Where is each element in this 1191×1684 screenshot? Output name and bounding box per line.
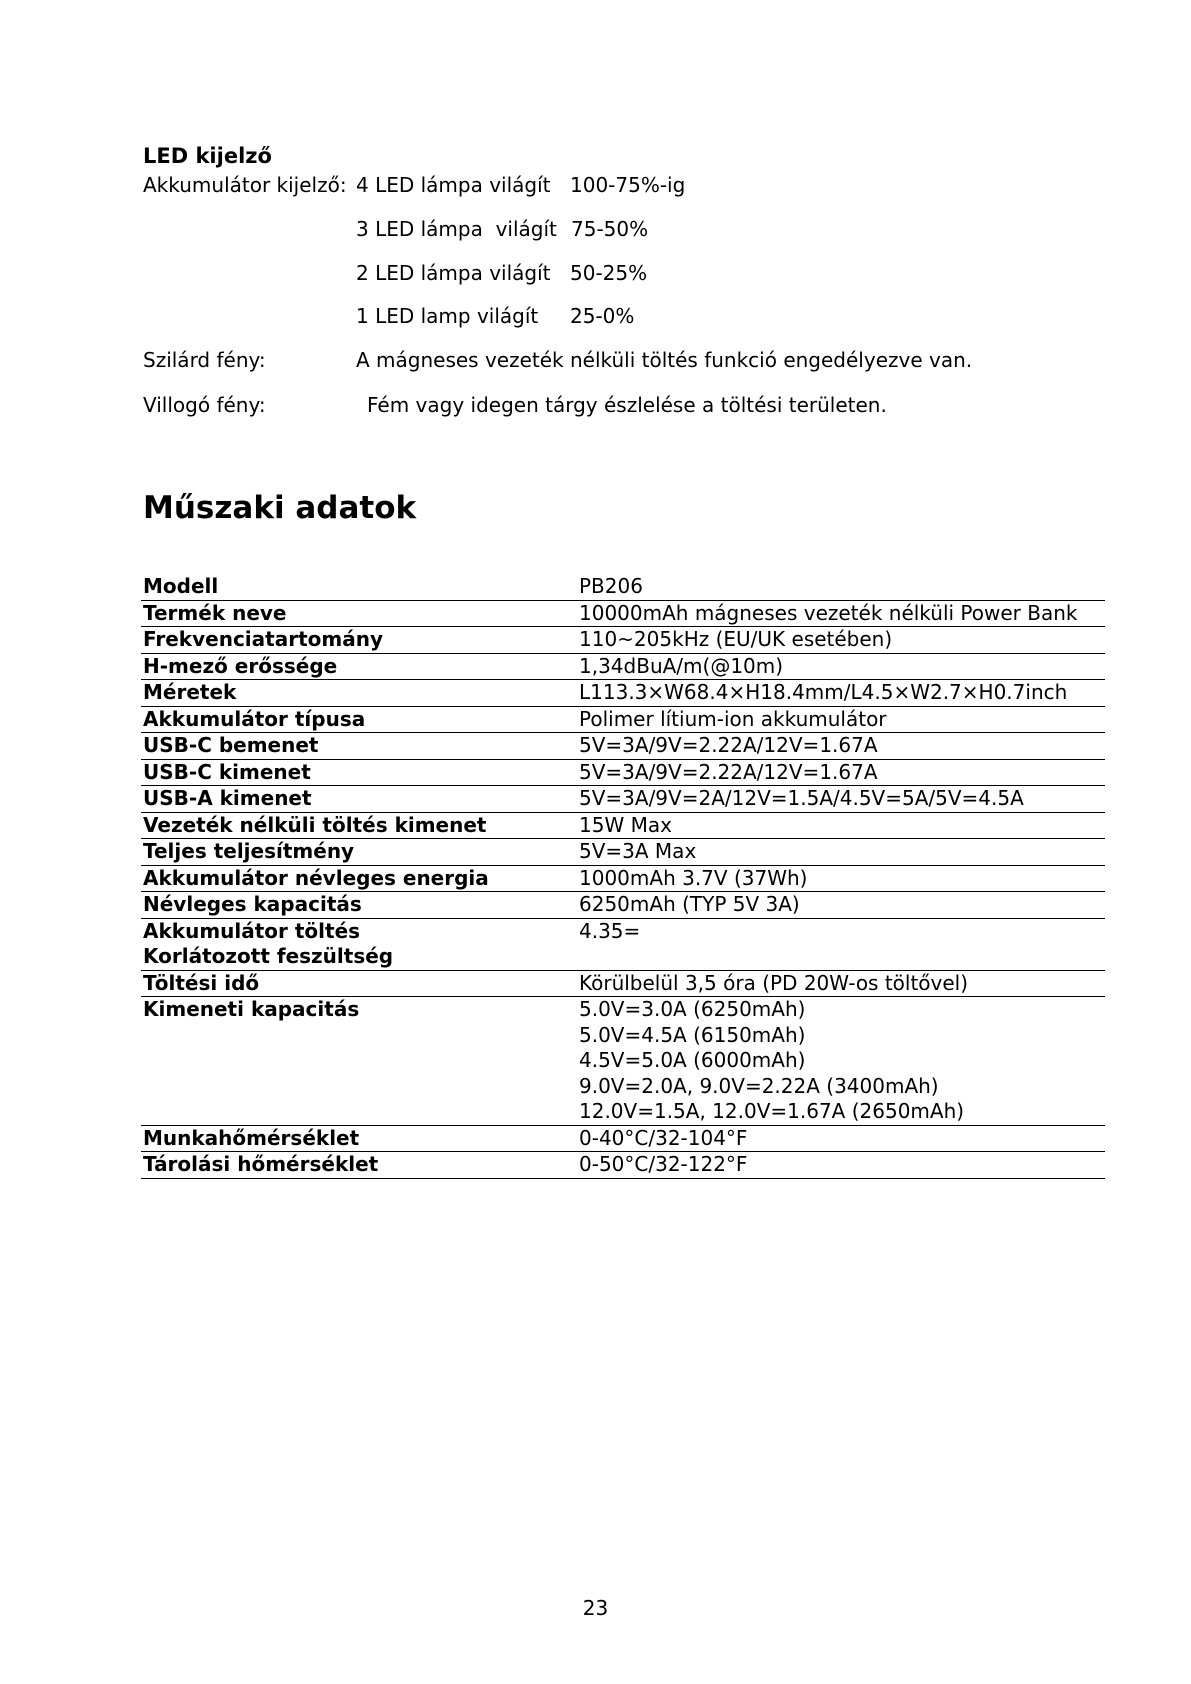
solid-light-label: Szilárd fény: xyxy=(143,348,266,372)
level-4-range: 100-75%-ig xyxy=(570,173,686,197)
spec-value: 5V=3A Max xyxy=(577,839,1105,866)
spec-key-line: Korlátozott feszültség xyxy=(143,944,394,968)
spec-key: Tárolási hőmérséklet xyxy=(141,1152,577,1179)
spec-value: 0-40°C/32-104°F xyxy=(577,1125,1105,1152)
table-row xyxy=(141,1152,1105,1179)
spec-key: USB-C bemenet xyxy=(141,733,577,760)
page-number: 23 xyxy=(582,1596,609,1620)
spec-value-line: 5.0V=3.0A (6250mAh) xyxy=(579,997,806,1021)
spec-value: 5V=3A/9V=2.22A/12V=1.67A xyxy=(577,759,1105,786)
spec-value: 6250mAh (TYP 5V 3A) xyxy=(577,892,1105,919)
spec-value: 4.35= xyxy=(577,918,1105,970)
table-row xyxy=(141,892,1105,919)
table-row xyxy=(141,970,1105,997)
blink-light-text: Fém vagy idegen tárgy észlelése a töltési területen. xyxy=(367,393,887,417)
solid-light-text: A mágneses vezeték nélküli töltés funkció engedélyezve van. xyxy=(356,348,973,372)
spec-key: USB-A kimenet xyxy=(141,786,577,813)
table-row xyxy=(141,627,1105,654)
spec-value-line: 4.5V=5.0A (6000mAh) xyxy=(579,1048,806,1072)
spec-value: 10000mAh mágneses vezeték nélküli Power Bank xyxy=(577,600,1105,627)
level-3-lamp: 3 LED lámpa világít xyxy=(356,217,557,241)
spec-value: L113.3×W68.4×H18.4mm/L4.5×W2.7×H0.7inch xyxy=(577,680,1105,707)
spec-key: Munkahőmérséklet xyxy=(141,1125,577,1152)
spec-value: 110~205kHz (EU/UK esetében) xyxy=(577,627,1105,654)
spec-key: Akkumulátor típusa xyxy=(141,706,577,733)
level-2-lamp: 2 LED lámpa világít xyxy=(356,261,551,285)
spec-key: Vezeték nélküli töltés kimenet xyxy=(141,812,577,839)
table-row xyxy=(141,600,1105,627)
table-row xyxy=(141,759,1105,786)
table-row xyxy=(141,653,1105,680)
level-3-range: 75-50% xyxy=(571,217,649,241)
spec-value: PB206 xyxy=(577,574,1105,600)
spec-value-multiline xyxy=(577,997,1105,1126)
level-1-range: 25-0% xyxy=(570,304,635,328)
level-4-lamp: 4 LED lámpa világít xyxy=(356,173,551,197)
spec-key-line: Akkumulátor töltés xyxy=(143,918,361,943)
spec-value: 0-50°C/32-122°F xyxy=(577,1152,1105,1179)
blink-light-label: Villogó fény: xyxy=(143,393,266,417)
level-1-lamp: 1 LED lamp világít xyxy=(356,304,539,328)
spec-key: Termék neve xyxy=(141,600,577,627)
spec-value-line: 9.0V=2.0A, 9.0V=2.22A (3400mAh) xyxy=(579,1073,939,1098)
table-row xyxy=(141,918,1105,970)
level-2-range: 50-25% xyxy=(570,261,648,285)
specs-table xyxy=(141,574,1105,1179)
spec-key: Frekvenciatartomány xyxy=(141,627,577,654)
table-row xyxy=(141,839,1105,866)
led-section-title: LED kijelző xyxy=(143,144,272,168)
table-row xyxy=(141,812,1105,839)
spec-value: 1,34dBuA/m(@10m) xyxy=(577,653,1105,680)
spec-key: Töltési idő xyxy=(141,970,577,997)
spec-value: 5V=3A/9V=2.22A/12V=1.67A xyxy=(577,733,1105,760)
table-row xyxy=(141,574,1105,600)
spec-key: USB-C kimenet xyxy=(141,759,577,786)
table-row xyxy=(141,865,1105,892)
battery-display-label: Akkumulátor kijelző: xyxy=(143,173,347,197)
spec-value-line: 12.0V=1.5A, 12.0V=1.67A (2650mAh) xyxy=(579,1099,965,1123)
table-row xyxy=(141,706,1105,733)
spec-key: Névleges kapacitás xyxy=(141,892,577,919)
spec-value: 15W Max xyxy=(577,812,1105,839)
spec-key: Modell xyxy=(141,574,577,600)
spec-value: 5V=3A/9V=2A/12V=1.5A/4.5V=5A/5V=4.5A xyxy=(577,786,1105,813)
spec-key: Akkumulátor névleges energia xyxy=(141,865,577,892)
table-row xyxy=(141,680,1105,707)
table-row xyxy=(141,733,1105,760)
spec-value: 1000mAh 3.7V (37Wh) xyxy=(577,865,1105,892)
table-row xyxy=(141,786,1105,813)
specs-title: Műszaki adatok xyxy=(143,490,417,526)
spec-value: Polimer lítium-ion akkumulátor xyxy=(577,706,1105,733)
spec-key: Méretek xyxy=(141,680,577,707)
spec-key: Teljes teljesítmény xyxy=(141,839,577,866)
spec-value: Körülbelül 3,5 óra (PD 20W-os töltővel) xyxy=(577,970,1105,997)
table-row xyxy=(141,1125,1105,1152)
spec-key: H-mező erőssége xyxy=(141,653,577,680)
spec-value-line: 5.0V=4.5A (6150mAh) xyxy=(579,1022,806,1047)
spec-key-multiline xyxy=(141,918,577,970)
spec-key: Kimeneti kapacitás xyxy=(141,997,577,1126)
table-row xyxy=(141,997,1105,1126)
